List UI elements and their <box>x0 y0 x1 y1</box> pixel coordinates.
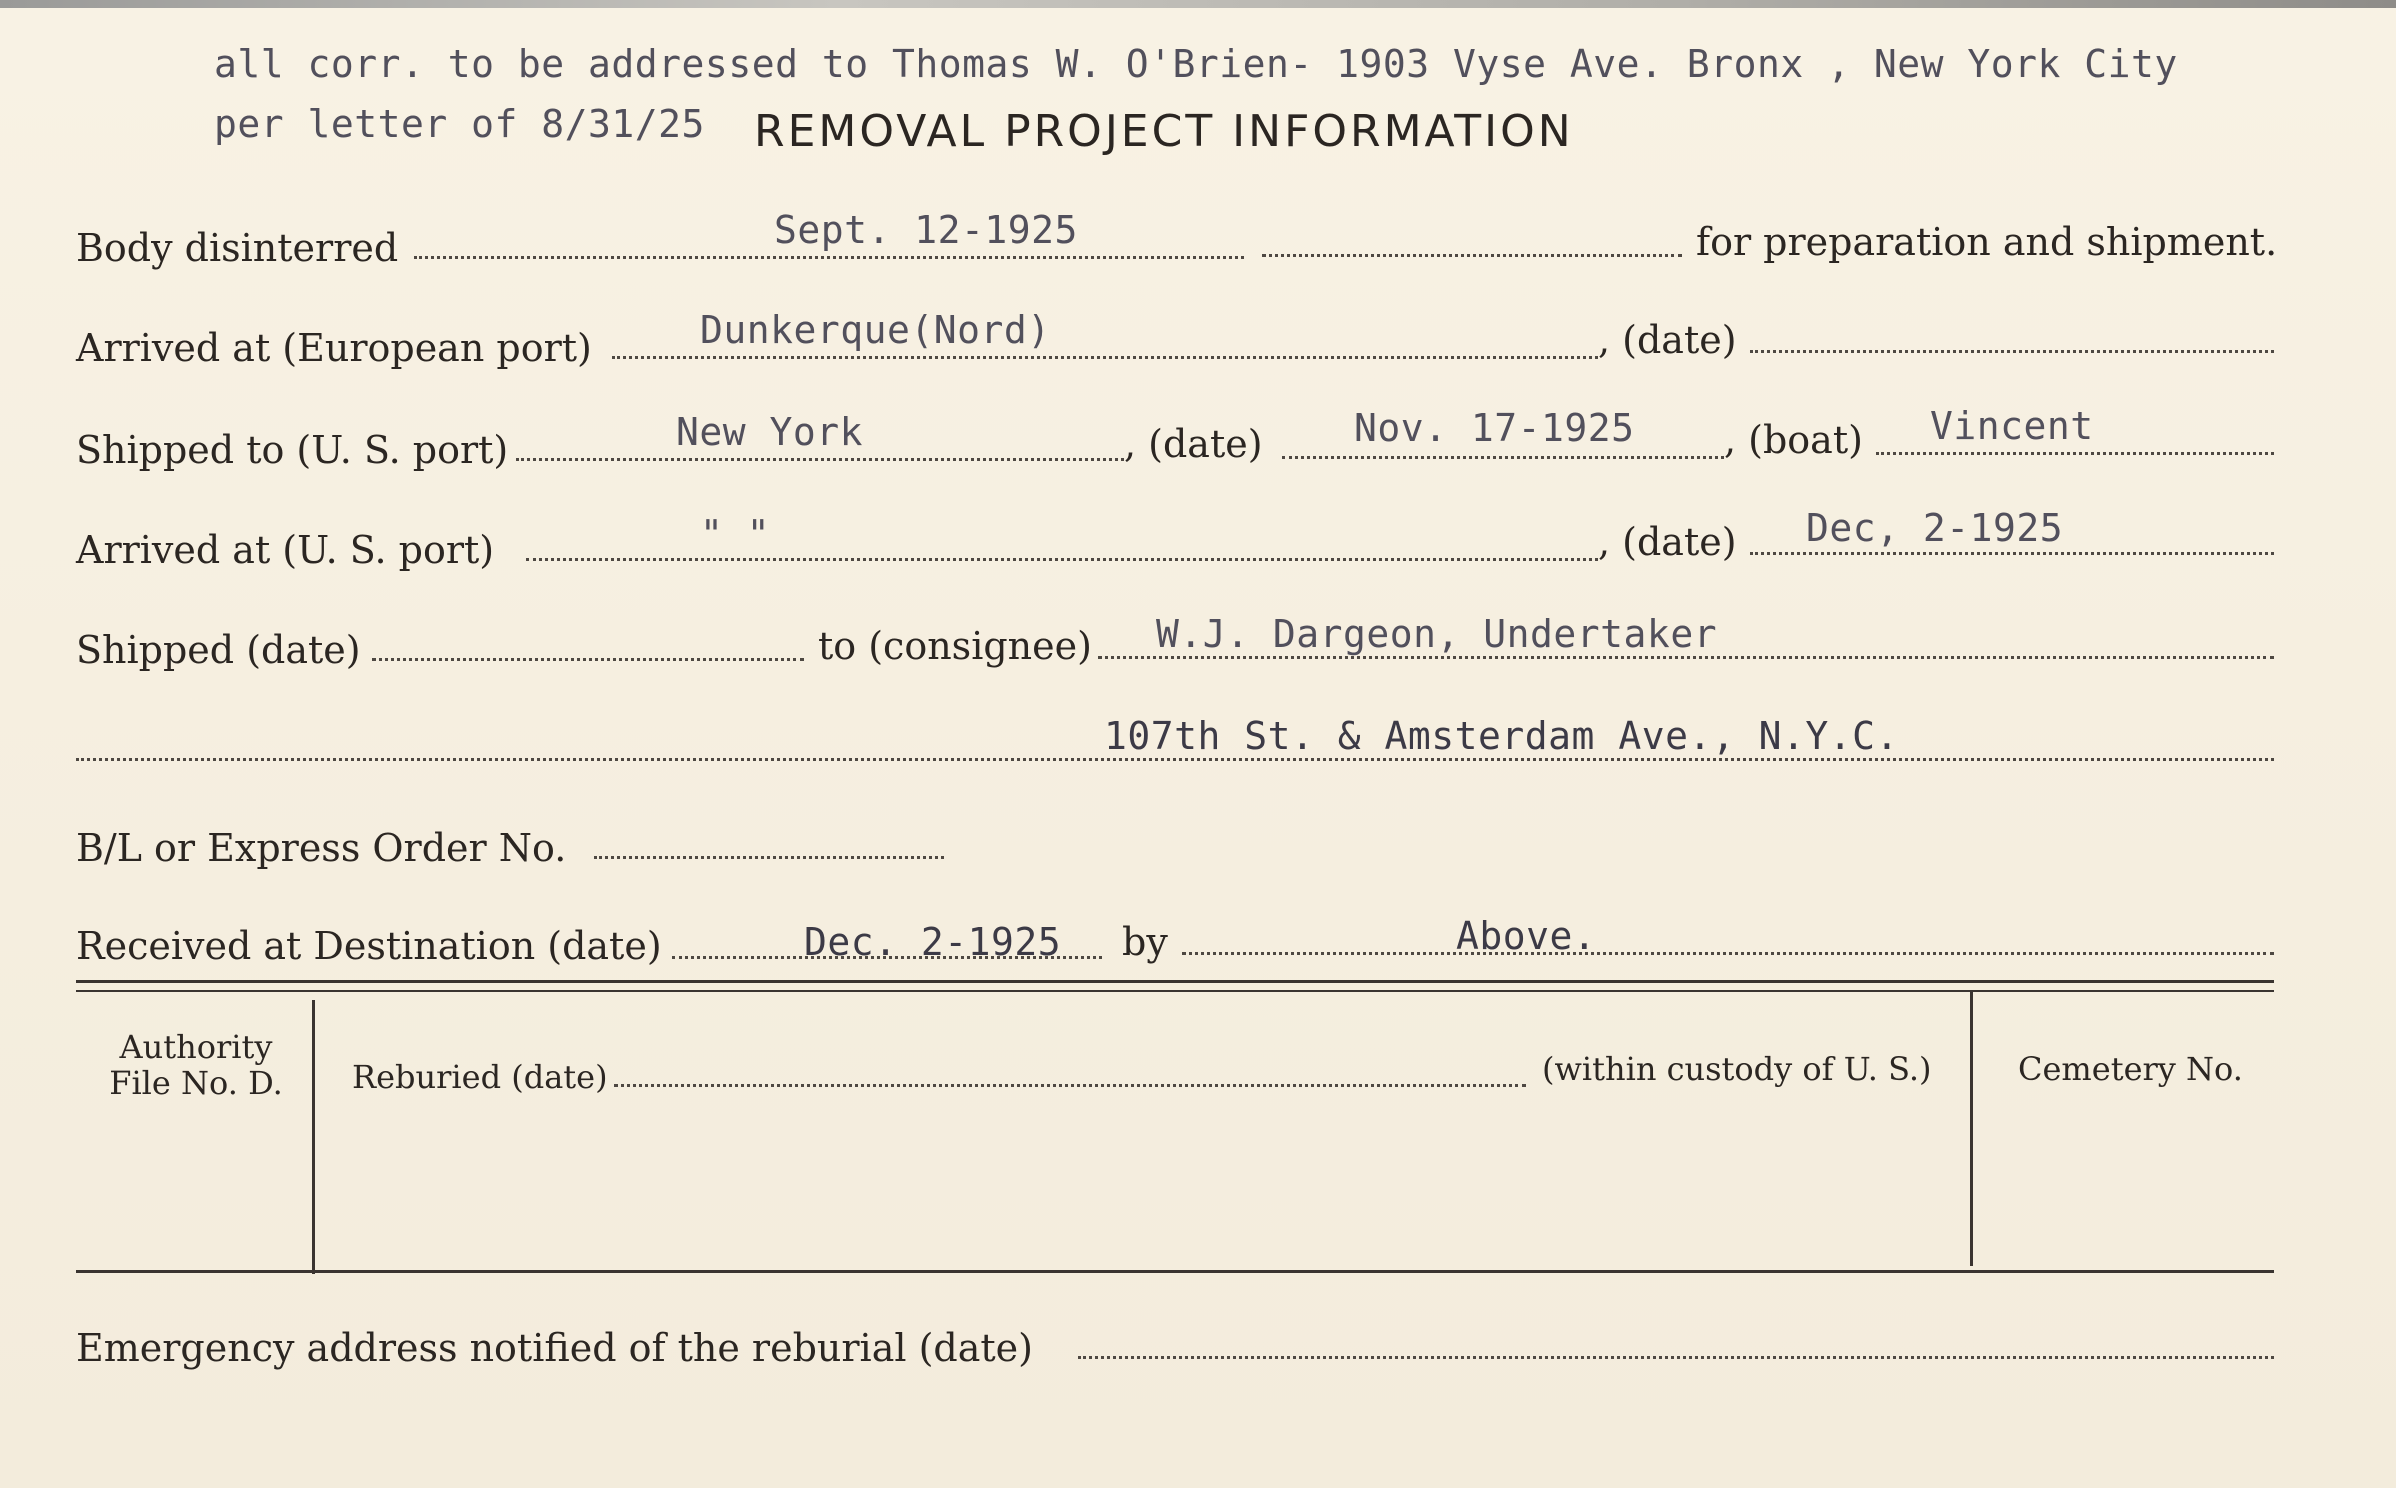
arrived-us-value: " " <box>700 512 771 556</box>
body-disinterred-line-2 <box>1262 254 1682 257</box>
arrived-us-date-value: Dec, 2-1925 <box>1806 506 2064 550</box>
consignee-label: to (consignee) <box>818 624 1092 668</box>
arrived-european-label: Arrived at (European port) <box>76 326 592 370</box>
body-disinterred-line <box>414 256 1244 259</box>
consignee-line <box>1098 656 2274 659</box>
consignee-address: 107th St. & Amsterdam Ave., N.Y.C. <box>1104 714 1899 758</box>
annotation-line-2: per letter of 8/31/25 <box>214 102 705 146</box>
body-disinterred-suffix: for preparation and shipment. <box>1696 220 2278 264</box>
consignee-value: W.J. Dargeon, Undertaker <box>1156 612 1718 656</box>
shipped-us-value: New York <box>676 410 864 454</box>
shipped-date-label: Shipped (date) <box>76 628 361 672</box>
reburied-line <box>614 1084 1526 1087</box>
arrived-us-label: Arrived at (U. S. port) <box>76 528 495 572</box>
authority-label-line-2: File No. D. <box>109 1064 283 1102</box>
shipped-us-date-line <box>1282 456 1724 459</box>
arrived-us-date-line <box>1750 552 2274 555</box>
reburied-label: Reburied (date) <box>352 1058 608 1096</box>
shipped-us-boat-value: Vincent <box>1930 404 2094 448</box>
received-value: Dec. 2-1925 <box>804 920 1062 964</box>
consignee-address-line <box>76 758 2274 761</box>
bl-order-line <box>594 856 944 859</box>
custody-label: (within custody of U. S.) <box>1542 1050 1932 1088</box>
shipped-us-date-label: , (date) <box>1124 422 1263 466</box>
page-title: REMOVAL PROJECT INFORMATION <box>754 106 1574 157</box>
emergency-line <box>1078 1356 2274 1359</box>
lower-box-bottom-rule <box>76 1270 2274 1273</box>
card-top-edge <box>0 0 2396 8</box>
arrived-us-date-label: , (date) <box>1598 520 1737 564</box>
section-rule-bottom <box>76 990 2274 992</box>
authority-label-line-1: Authority <box>119 1028 273 1066</box>
arrived-european-value: Dunkerque(Nord) <box>700 308 1051 352</box>
shipped-us-label: Shipped to (U. S. port) <box>76 428 509 472</box>
arrived-european-date-line <box>1750 350 2274 353</box>
received-by-label: by <box>1122 920 1168 964</box>
shipped-us-line <box>516 458 1124 461</box>
shipped-us-boat-line <box>1876 452 2274 455</box>
received-label: Received at Destination (date) <box>76 924 662 968</box>
emergency-label: Emergency address notified of the reburial (date) <box>76 1326 1033 1370</box>
section-rule-top <box>76 980 2274 983</box>
divider-right <box>1970 990 1973 1266</box>
body-disinterred-label: Body disinterred <box>76 226 399 270</box>
shipped-us-date-value: Nov. 17-1925 <box>1354 406 1635 450</box>
arrived-us-line <box>526 558 1598 561</box>
received-by-line <box>1182 952 2274 955</box>
divider-left <box>312 1000 315 1274</box>
shipped-us-boat-label: , (boat) <box>1724 418 1863 462</box>
shipped-date-line <box>372 658 804 661</box>
annotation-line-1: all corr. to be addressed to Thomas W. O'Brien- 1903 Vyse Ave. Bronx , New York City <box>214 42 2178 86</box>
arrived-european-line <box>612 356 1598 359</box>
bl-order-label: B/L or Express Order No. <box>76 826 567 870</box>
cemetery-label: Cemetery No. <box>2018 1050 2243 1088</box>
arrived-european-date-label: , (date) <box>1598 318 1737 362</box>
body-disinterred-value: Sept. 12-1925 <box>774 208 1078 252</box>
received-by-value: Above. <box>1456 914 1597 958</box>
